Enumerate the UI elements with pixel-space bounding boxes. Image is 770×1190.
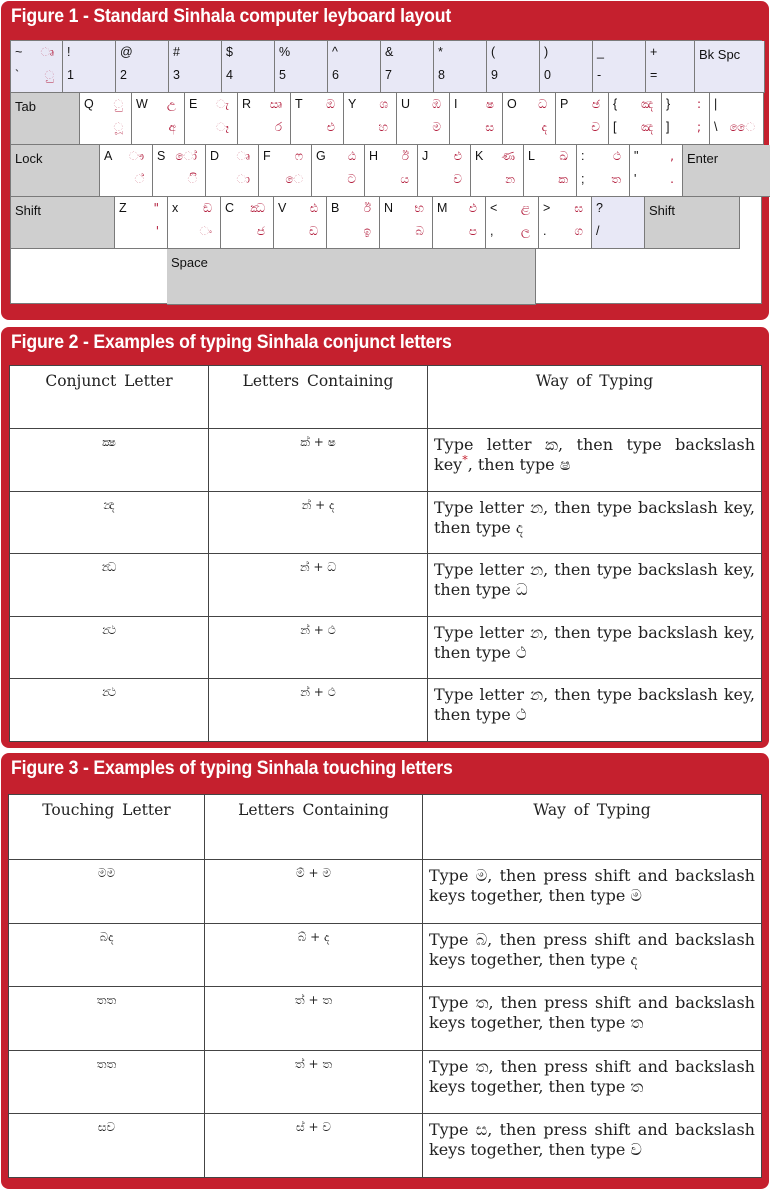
key-sinhala-char: ි (187, 172, 197, 186)
key-latin-char: N (384, 201, 394, 215)
key-sinhala-char: ු (44, 68, 54, 82)
way-text: Type letter ක, then type backslash key (434, 435, 755, 474)
key-period[interactable] (539, 197, 592, 249)
key-latin-char: 8 (438, 68, 445, 82)
key-latin-char: ; (581, 172, 585, 186)
way-of-typing (428, 491, 762, 554)
way-text-end: , then type ෂ (467, 455, 571, 474)
key-q[interactable] (80, 93, 132, 145)
key-latin-char: ^ (332, 45, 338, 59)
key-lock[interactable] (11, 145, 100, 197)
key-latin-char: 0 (544, 68, 551, 82)
touching-letters-table (8, 794, 762, 1178)
letters-containing: ත් + ත (205, 1050, 423, 1114)
key-latin-char: \ (714, 120, 718, 134)
key-sinhala-char: ෟ (128, 149, 144, 163)
way-text: Type letter න, then type backslash key, then type ථ (434, 622, 755, 662)
key-latin-char: 2 (120, 68, 127, 82)
key-u[interactable] (397, 93, 450, 145)
key-label: Shift (649, 203, 676, 218)
asterisk-note: * (462, 453, 468, 467)
key-7[interactable] (381, 41, 434, 93)
key-space[interactable] (167, 249, 536, 305)
key-9[interactable] (487, 41, 540, 93)
key-sinhala-char: ණ (501, 149, 515, 163)
key-latin-char: W (136, 97, 148, 111)
key-y[interactable] (344, 93, 397, 145)
key-sinhala-char: ය (400, 172, 409, 186)
key-sinhala-char: ූ (113, 120, 123, 134)
key-shift-right[interactable] (645, 197, 740, 249)
key-f[interactable] (259, 145, 312, 197)
key-sinhala-char: ම (432, 120, 441, 134)
column-header: Touching Letter (9, 795, 205, 860)
key-g[interactable] (312, 145, 365, 197)
figure-1-panel (1, 1, 769, 320)
way-of-typing (428, 429, 762, 492)
key-8[interactable] (434, 41, 487, 93)
key-c[interactable] (221, 197, 274, 249)
key-6[interactable] (328, 41, 381, 93)
key-slash[interactable] (592, 197, 645, 249)
key-latin-char: < (490, 201, 498, 215)
key-enter[interactable] (683, 145, 770, 197)
letters-containing: ත් + ත (205, 987, 423, 1051)
key-latin-char: - (597, 68, 602, 82)
touching-letter: සව (9, 1114, 205, 1178)
key-sinhala-char: ; (696, 120, 701, 134)
key-quote[interactable] (630, 145, 683, 197)
letters-containing: න් + ද (209, 491, 428, 554)
key-latin-char: # (173, 45, 180, 59)
touching-letter: මම (9, 860, 205, 924)
way-of-typing: Type බ, then press shift and backslash keys together, then type ද (423, 923, 762, 987)
conjunct-letter: න්‍ද (10, 491, 209, 554)
key-sinhala-char: " (153, 201, 159, 215)
key-latin-char: 3 (173, 68, 180, 82)
key-sinhala-char: ඞ (203, 201, 212, 215)
conjunct-letters-table (9, 365, 762, 742)
key-latin-char: ' (634, 172, 637, 186)
key-s[interactable] (153, 145, 206, 197)
key-latin-char: K (475, 149, 484, 163)
key-sinhala-char: ඔ (326, 97, 335, 111)
key-sinhala-char: අ (168, 120, 176, 134)
column-header: Letters Containing (209, 366, 428, 429)
way-text: Type letter න, then type backslash key, then type ථ (434, 685, 755, 724)
key-latin-char: 4 (226, 68, 233, 82)
key-latin-char: P (560, 97, 569, 111)
key-sinhala-char: එ (326, 120, 335, 134)
key-sinhala-char: ර (274, 120, 282, 134)
key-latin-char: Q (84, 97, 94, 111)
letters-containing: ම් + ම (205, 860, 423, 924)
key-sinhala-char: ද (541, 120, 547, 134)
key-latin-char: / (596, 224, 600, 238)
column-header: Conjunct Letter (10, 366, 209, 429)
key-latin-char: x (172, 201, 179, 215)
letters-containing: න් + ධ (209, 554, 428, 617)
way-of-typing (428, 554, 762, 617)
key-latin-char: D (210, 149, 220, 163)
conjunct-letter: ක්‍ෂ (10, 429, 209, 492)
key-latin-char: 1 (67, 68, 74, 82)
table-row (9, 1114, 762, 1178)
table-row (9, 1050, 762, 1114)
key-label: Shift (15, 203, 42, 218)
column-header: Letters Containing (205, 795, 423, 860)
key-sinhala-char: ඍ (269, 97, 282, 111)
key-latin-char: ? (596, 201, 603, 215)
table-row (10, 491, 762, 554)
key-latin-char: H (369, 149, 379, 163)
key-j[interactable] (418, 145, 471, 197)
key-sinhala-char: . (670, 172, 674, 186)
key-latin-char: { (613, 97, 618, 111)
key-w[interactable] (132, 93, 185, 145)
key-sinhala-char: ඹ (432, 97, 441, 111)
key-sinhala-char: ක (558, 172, 568, 186)
key-sinhala-char: ජ (256, 224, 265, 238)
key-sinhala-char: ග (574, 224, 583, 238)
key-equals[interactable] (646, 41, 695, 93)
key-sinhala-char: ෘ (236, 149, 250, 163)
conjunct-letter: න්‍ථ (10, 616, 209, 679)
way-of-typing (428, 679, 762, 742)
conjunct-letter: න්‍ධ (10, 554, 209, 617)
key-sinhala-char: ෆ (294, 149, 303, 163)
figure-1-title: Figure 1 - Standard Sinhala computer leyboard layout (11, 6, 452, 27)
key-sinhala-char: ඤ (640, 97, 653, 111)
key-latin-char: | (714, 97, 718, 111)
key-latin-char: 7 (385, 68, 392, 82)
key-backtick[interactable] (11, 41, 63, 93)
key-latin-char: Y (348, 97, 357, 111)
figure-3-panel (1, 753, 769, 1189)
key-latin-char: _ (597, 45, 604, 59)
key-latin-char: ` (15, 68, 20, 82)
key-b[interactable] (327, 197, 380, 249)
way-text: Type letter න, then type backslash key, then type ධ (434, 560, 755, 599)
key-latin-char: I (454, 97, 458, 111)
key-sinhala-char: ඉ (363, 224, 371, 238)
table-row (9, 860, 762, 924)
key-latin-char: & (385, 45, 394, 59)
key-sinhala-char: ධ (538, 97, 547, 111)
key-latin-char: . (543, 224, 547, 238)
key-sinhala-char: ං (199, 224, 212, 238)
key-d[interactable] (206, 145, 259, 197)
key-t[interactable] (291, 93, 344, 145)
key-minus[interactable] (593, 41, 646, 93)
key-latin-char: 5 (279, 68, 286, 82)
key-r[interactable] (238, 93, 291, 145)
way-of-typing: Type ත, then press shift and backslash keys together, then type ත (423, 987, 762, 1051)
key-sinhala-char: , (670, 149, 674, 163)
key-label: Lock (15, 151, 43, 166)
way-of-typing: Type ස, then press shift and backslash keys together, then type ව (423, 1114, 762, 1178)
key-latin-char: [ (613, 120, 617, 134)
key-latin-char: ~ (15, 45, 23, 59)
key-sinhala-char: හ (378, 120, 388, 134)
letters-containing: න් + ථ (209, 679, 428, 742)
key-latin-char: } (666, 97, 671, 111)
way-of-typing (428, 616, 762, 679)
key-latin-char: U (401, 97, 411, 111)
key-label: Space (171, 255, 208, 270)
key-latin-char: J (422, 149, 429, 163)
key-label: Bk Spc (699, 47, 741, 62)
key-latin-char: F (263, 149, 271, 163)
key-semicolon[interactable] (577, 145, 630, 197)
key-sinhala-char: න (505, 172, 515, 186)
table-row (9, 923, 762, 987)
key-5[interactable] (275, 41, 328, 93)
key-latin-char: ] (666, 120, 670, 134)
table-row (10, 679, 762, 742)
key-sinhala-char: ෝ (175, 149, 197, 163)
table-row (10, 429, 762, 492)
key-sinhala-char: බ (415, 224, 424, 238)
key-sinhala-char: ඊ (363, 201, 371, 215)
key-sinhala-char: ු (113, 97, 123, 111)
key-label: Tab (15, 99, 36, 114)
key-latin-char: O (507, 97, 517, 111)
key-comma[interactable] (486, 197, 539, 249)
key-0[interactable] (540, 41, 593, 93)
key-sinhala-char: ඣ (250, 201, 265, 215)
key-sinhala-char: ඡ (591, 97, 600, 111)
key-k[interactable] (471, 145, 524, 197)
conjunct-letter: න්‍ථ (10, 679, 209, 742)
key-sinhala-char: ් (134, 172, 144, 186)
key-sinhala-char: ඝ (574, 201, 583, 215)
key-latin-char: > (543, 201, 551, 215)
key-h[interactable] (365, 145, 418, 197)
key-o[interactable] (503, 93, 556, 145)
key-sinhala-char: ා (236, 172, 250, 186)
key-latin-char: R (242, 97, 252, 111)
key-latin-char: : (581, 149, 585, 163)
key-rbracket[interactable] (662, 93, 710, 145)
key-sinhala-char: ථ (612, 149, 621, 163)
key-latin-char: + (650, 45, 658, 59)
key-sinhala-char: භ (414, 201, 424, 215)
key-label: Enter (687, 151, 719, 166)
key-tab[interactable] (11, 93, 80, 145)
key-3[interactable] (169, 41, 222, 93)
figure-2-title: Figure 2 - Examples of typing Sinhala conjunct letters (11, 332, 452, 353)
letters-containing: න් + ථ (209, 616, 428, 679)
key-latin-char: A (104, 149, 113, 163)
key-latin-char: " (634, 149, 639, 163)
key-z[interactable] (115, 197, 168, 249)
key-latin-char: * (438, 45, 443, 59)
column-header: Way of Typing (428, 366, 762, 429)
figure-2-panel (1, 327, 769, 748)
table-row (10, 554, 762, 617)
key-latin-char: B (331, 201, 340, 215)
key-sinhala-char: ළු (453, 149, 462, 163)
key-4[interactable] (222, 41, 275, 93)
key-e[interactable] (185, 93, 238, 145)
key-m[interactable] (433, 197, 486, 249)
key-latin-char: Z (119, 201, 127, 215)
key-p[interactable] (556, 93, 609, 145)
key-i[interactable] (450, 93, 503, 145)
key-latin-char: M (437, 201, 448, 215)
key-latin-char: 6 (332, 68, 339, 82)
key-sinhala-char: ල (520, 224, 530, 238)
key-1[interactable] (63, 41, 116, 93)
way-of-typing: Type ත, then press shift and backslash keys together, then type ත (423, 1050, 762, 1114)
key-sinhala-char: ඤ (640, 120, 653, 134)
key-latin-char: $ (226, 45, 233, 59)
key-sinhala-char: ෛ (729, 120, 755, 134)
key-latin-char: V (278, 201, 287, 215)
key-latin-char: C (225, 201, 235, 215)
figure-3-title: Figure 3 - Examples of typing Sinhala touching letters (11, 758, 453, 779)
key-latin-char: G (316, 149, 326, 163)
table-row (9, 987, 762, 1051)
key-sinhala-char: ස (485, 120, 494, 134)
key-sinhala-char: ඵ (468, 201, 477, 215)
key-x[interactable] (168, 197, 221, 249)
key-sinhala-char: ළ (520, 201, 530, 215)
key-sinhala-char: ැ (216, 97, 229, 111)
key-lbracket[interactable] (609, 93, 662, 145)
key-sinhala-char: ෘ (40, 45, 54, 59)
key-sinhala-char: ත (611, 172, 621, 186)
column-header: Way of Typing (423, 795, 762, 860)
key-sinhala-char: ' (155, 224, 159, 238)
key-latin-char: ) (544, 45, 549, 59)
key-sinhala-char: : (696, 97, 701, 111)
key-sinhala-char: ෙ (285, 172, 303, 186)
key-sinhala-char: ව (453, 172, 462, 186)
key-sinhala-char: ට (347, 172, 356, 186)
table-row (10, 616, 762, 679)
key-latin-char: S (157, 149, 166, 163)
key-v[interactable] (274, 197, 327, 249)
letters-containing: බ් + ද (205, 923, 423, 987)
key-sinhala-char: ෂ (485, 97, 494, 111)
key-backslash[interactable] (710, 93, 764, 145)
key-sinhala-char: ඨ (347, 149, 356, 163)
key-latin-char: % (279, 45, 291, 59)
letters-containing: ස් + ව (205, 1114, 423, 1178)
key-sinhala-char: ඪ (309, 201, 318, 215)
key-latin-char: ( (491, 45, 496, 59)
key-latin-char: 9 (491, 68, 498, 82)
key-latin-char: ! (67, 45, 71, 59)
key-2[interactable] (116, 41, 169, 93)
key-latin-char: @ (120, 45, 133, 59)
key-sinhala-char: ෑ (216, 120, 229, 134)
key-backspace[interactable] (695, 41, 765, 93)
key-sinhala-char: ඊ (401, 149, 409, 163)
way-text: Type letter න, then type backslash key, then type ද (434, 497, 755, 537)
key-shift-left[interactable] (11, 197, 115, 249)
keyboard-layout (10, 40, 762, 304)
touching-letter: තත (9, 987, 205, 1051)
key-latin-char: E (189, 97, 198, 111)
touching-letter: බද (9, 923, 205, 987)
key-sinhala-char: ච (591, 120, 600, 134)
key-a[interactable] (100, 145, 153, 197)
key-latin-char: L (528, 149, 535, 163)
key-sinhala-char: උ (166, 97, 176, 111)
way-of-typing: Type ම, then press shift and backslash keys together, then type ම (423, 860, 762, 924)
touching-letter: තත (9, 1050, 205, 1114)
key-sinhala-char: ඩ (309, 224, 318, 238)
key-sinhala-char: ඛ (559, 149, 568, 163)
key-n[interactable] (380, 197, 433, 249)
key-latin-char: , (490, 224, 494, 238)
key-latin-char: T (295, 97, 303, 111)
key-sinhala-char: ශ (379, 97, 388, 111)
key-sinhala-char: ප (468, 224, 477, 238)
letters-containing: ක් + ෂ (209, 429, 428, 492)
key-latin-char: = (650, 68, 658, 82)
key-l[interactable] (524, 145, 577, 197)
